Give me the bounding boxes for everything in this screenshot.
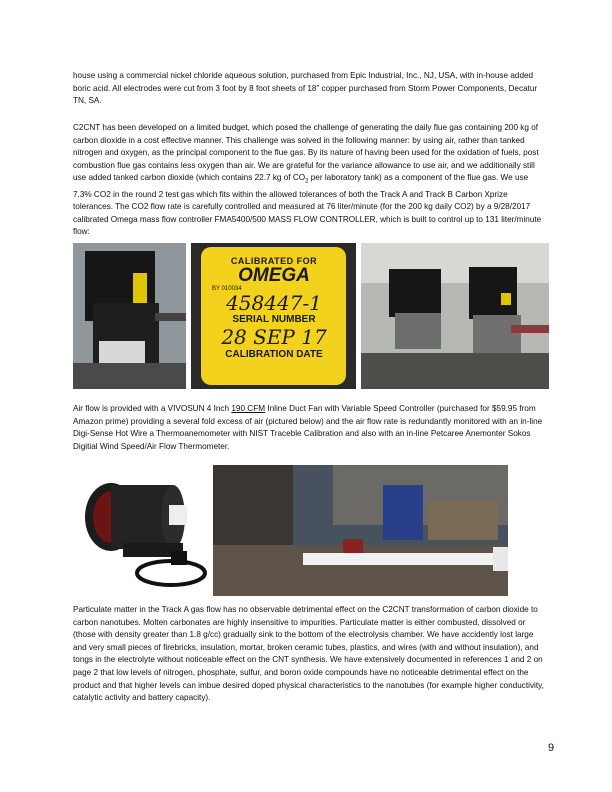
date-handwritten: 28 SEP 17: [221, 325, 327, 349]
photo-duct-fan: [73, 465, 213, 596]
cfm-link[interactable]: 190 CFM: [231, 404, 266, 413]
tag-small-id: BY 010034: [212, 286, 242, 292]
co2-subscript: 2: [305, 179, 309, 186]
photo-mass-flow-controller: [73, 243, 186, 389]
serial-number-label: SERIAL NUMBER: [232, 314, 316, 325]
calibrated-for-label: CALIBRATED FOR: [230, 256, 318, 266]
air-flow-text: Air flow is provided with a VIVOSUN 4 Inch: [73, 404, 232, 413]
photo-lab-setup: [213, 465, 508, 596]
page-number: 9: [548, 742, 555, 754]
paragraph-electrodes: house using a commercial nickel chloride aqueous solution, purchased from Epic Industrial, Inc., NJ, USA, with in-house added boric acid. All electrodes were cut from 3 foot by 8 foot sheets of 18” copper purchased from Storm Power Components, Decatur TN, SA.: [73, 71, 538, 106]
calibration-tag-text: [204, 256, 344, 360]
paragraph-particulate-matter: Particulate matter in the Track A gas flow has no observable detrimental effect on the C2CNT transformation of carbon dioxide to carbon nanotubes. Molten carbonates are highly insensitive to impurities. Particulate matter is either combusted, dissolved or (those with density greater than 1.8 g/cc) gradually sink to the bottom of the electrolysis chamber. We have accidently lost large and very small pieces of firebricks, insulation, mortar, broken ceramic tubes, plastics, and wires (with and without insulation), and tongs in the electrolyte without noticeable effect on the CNT synthesis. We have extensively documented in references 1 and 2 on page 2 that low levels of nitrogen, phosphate, sulfur, and boron oxide compounds have no noticeable detrimental effect on the product and that higher levels can imbue desired doped physical characteristics to the nanotubes (for example higher conductivity, catalytic activity and battery capacity).: [73, 605, 544, 703]
paragraph-flue-gas: [73, 122, 549, 239]
flue-gas-text: C2CNT has been developed on a limited budget, which posed the challenge of generating the daily flue gas containing 200 kg of carbon dioxide in a cost effective manner. This challenge was solved in the following manner: by using air, rather than tanked nitrogen and oxygen, as the principal component to the flue gas. By its nature of having been used for the oxidation of fuels, post combustion flue gas contains less oxygen than air. We are grateful for the variance allowance to use air, and we additionally still use added tanked carbon dioxide (which contains 22.7 kg of CO: [73, 123, 539, 183]
photo-flow-controllers-pair: [361, 243, 549, 389]
serial-handwritten: 458447-1: [226, 291, 322, 315]
air-flow-text-cont: Inline Duct Fan with Variable Speed Controller (purchased for $59.95 from Amazon prime) providing a several fold excess of air (pictured below) and the air flow rate is redundantly monitored with an in-line Digi-Sense Hot Wire a Thermoanemometer with NIST Traceble Calibration and also with an in-line Petcaree Anemonter Sokos Digitial Wind Speed/Air Flow Thermometer.: [73, 404, 543, 451]
paragraph-air-flow: [73, 403, 549, 453]
flue-gas-text-cont: per laboratory tank) as a component of the flue gas. We use 7.3% CO2 in the round 2 test gas which fits within the allowed tolerances of both the Track A and Track B Carbon Xprize tolerances. The CO2 flow rate is carefully controlled and measured at 76 liter/minute (for the 200 kg daily CO2) by a 9/28/2017 calibrated Omega mass flow controller FMA5400/500 MASS FLOW CONTROLLER, which is built to control up to 131 liter/minute flow:: [73, 173, 542, 237]
omega-logo: OMEGA: [238, 265, 310, 286]
calibration-date-label: CALIBRATION DATE: [225, 349, 323, 360]
